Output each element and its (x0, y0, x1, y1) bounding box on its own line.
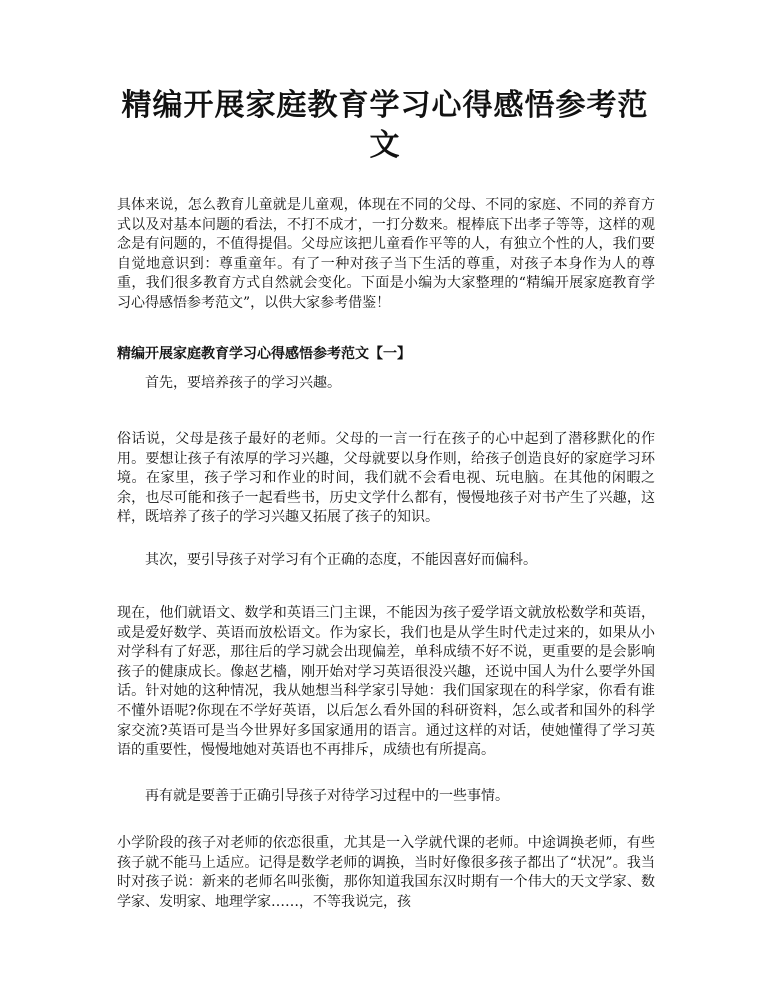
body-paragraph-2: 现在，他们就语文、数学和英语三门主课，不能因为孩子爱学语文就放松数学和英语，或是爱好数学、英语而放松语文。作为家长，我们也是从学生时代走过来的，如果从小对学科有了好恶，那往后的学习就会出现偏差，单科成绩不好不说，更重要的是会影响孩子的健康成长。像赵艺檣，刚开始对学习英语很没兴趣，还说中国人为什么要学外国话。针对她的这种情况，我从她想当科学家引导她：我们国家现在的科学家，你看有谁不懂外语呢?你现在不学好英语，以后怎么看外国的科研资料，怎么或者和国外的科学家交流?英语可是当今世界好多国家通用的语言。通过这样的对话，使她懂得了学习英语的重要性，慢慢地她对英语也不再排斥，成绩也有所提高。 (117, 605, 655, 759)
point-heading-3: 再有就是要善于正确引导孩子对待学习过程中的一些事情。 (145, 788, 509, 804)
body-paragraph-1: 俗话说，父母是孩子最好的老师。父母的一言一行在孩子的心中起到了潜移默化的作用。要想让孩子有浓厚的学习兴趣，父母就要以身作则，给孩子创造良好的家庭学习环境。在家里，孩子学习和作业的时间，我们就不会看电视、玩电脑。在其他的闲暇之余，也尽可能和孩子一起看些书，历史文学什么都有，慢慢地孩子对书产生了兴趣，这样，既培养了孩子的学习兴趣又拓展了孩子的知识。 (117, 431, 655, 526)
section-heading: 精编开展家庭教育学习心得感悟参考范文【一】 (117, 346, 411, 362)
intro-paragraph: 具体来说，怎么教育儿童就是儿童观，体现在不同的父母、不同的家庭、不同的养育方式以及对基本问题的看法，不打不成才，一打分数来。棍棒底下出孝子等等，这样的观念是有问题的，不值得提倡。父母应该把儿童看作平等的人，有独立个性的人，我们要自觉地意识到：尊重童年。有了一种对孩子当下生活的尊重，对孩子本身作为人的尊重，我们很多教育方式自然就会变化。下面是小编为大家整理的“精编开展家庭教育学习心得感悟参考范文”，以供大家参考借鉴！ (117, 197, 655, 311)
body-paragraph-3: 小学阶段的孩子对老师的依恋很重，尤其是一入学就代课的老师。中途调换老师，有些孩子就不能马上适应。记得是数学老师的调换，当时好像很多孩子都出了“状况”。我当时对孩子说：新来的老师名叫张衡，那你知道我国东汉时期有一个伟大的天文学家、数学家、发明家、地理学家……，不等我说完，孩 (117, 835, 655, 910)
document-title: 精编开展家庭教育学习心得感悟参考范文 (121, 88, 649, 163)
point-heading-1: 首先，要培养孩子的学习兴趣。 (145, 375, 341, 391)
point-heading-2: 其次，要引导孩子对学习有个正确的态度，不能因喜好而偏科。 (145, 552, 537, 568)
